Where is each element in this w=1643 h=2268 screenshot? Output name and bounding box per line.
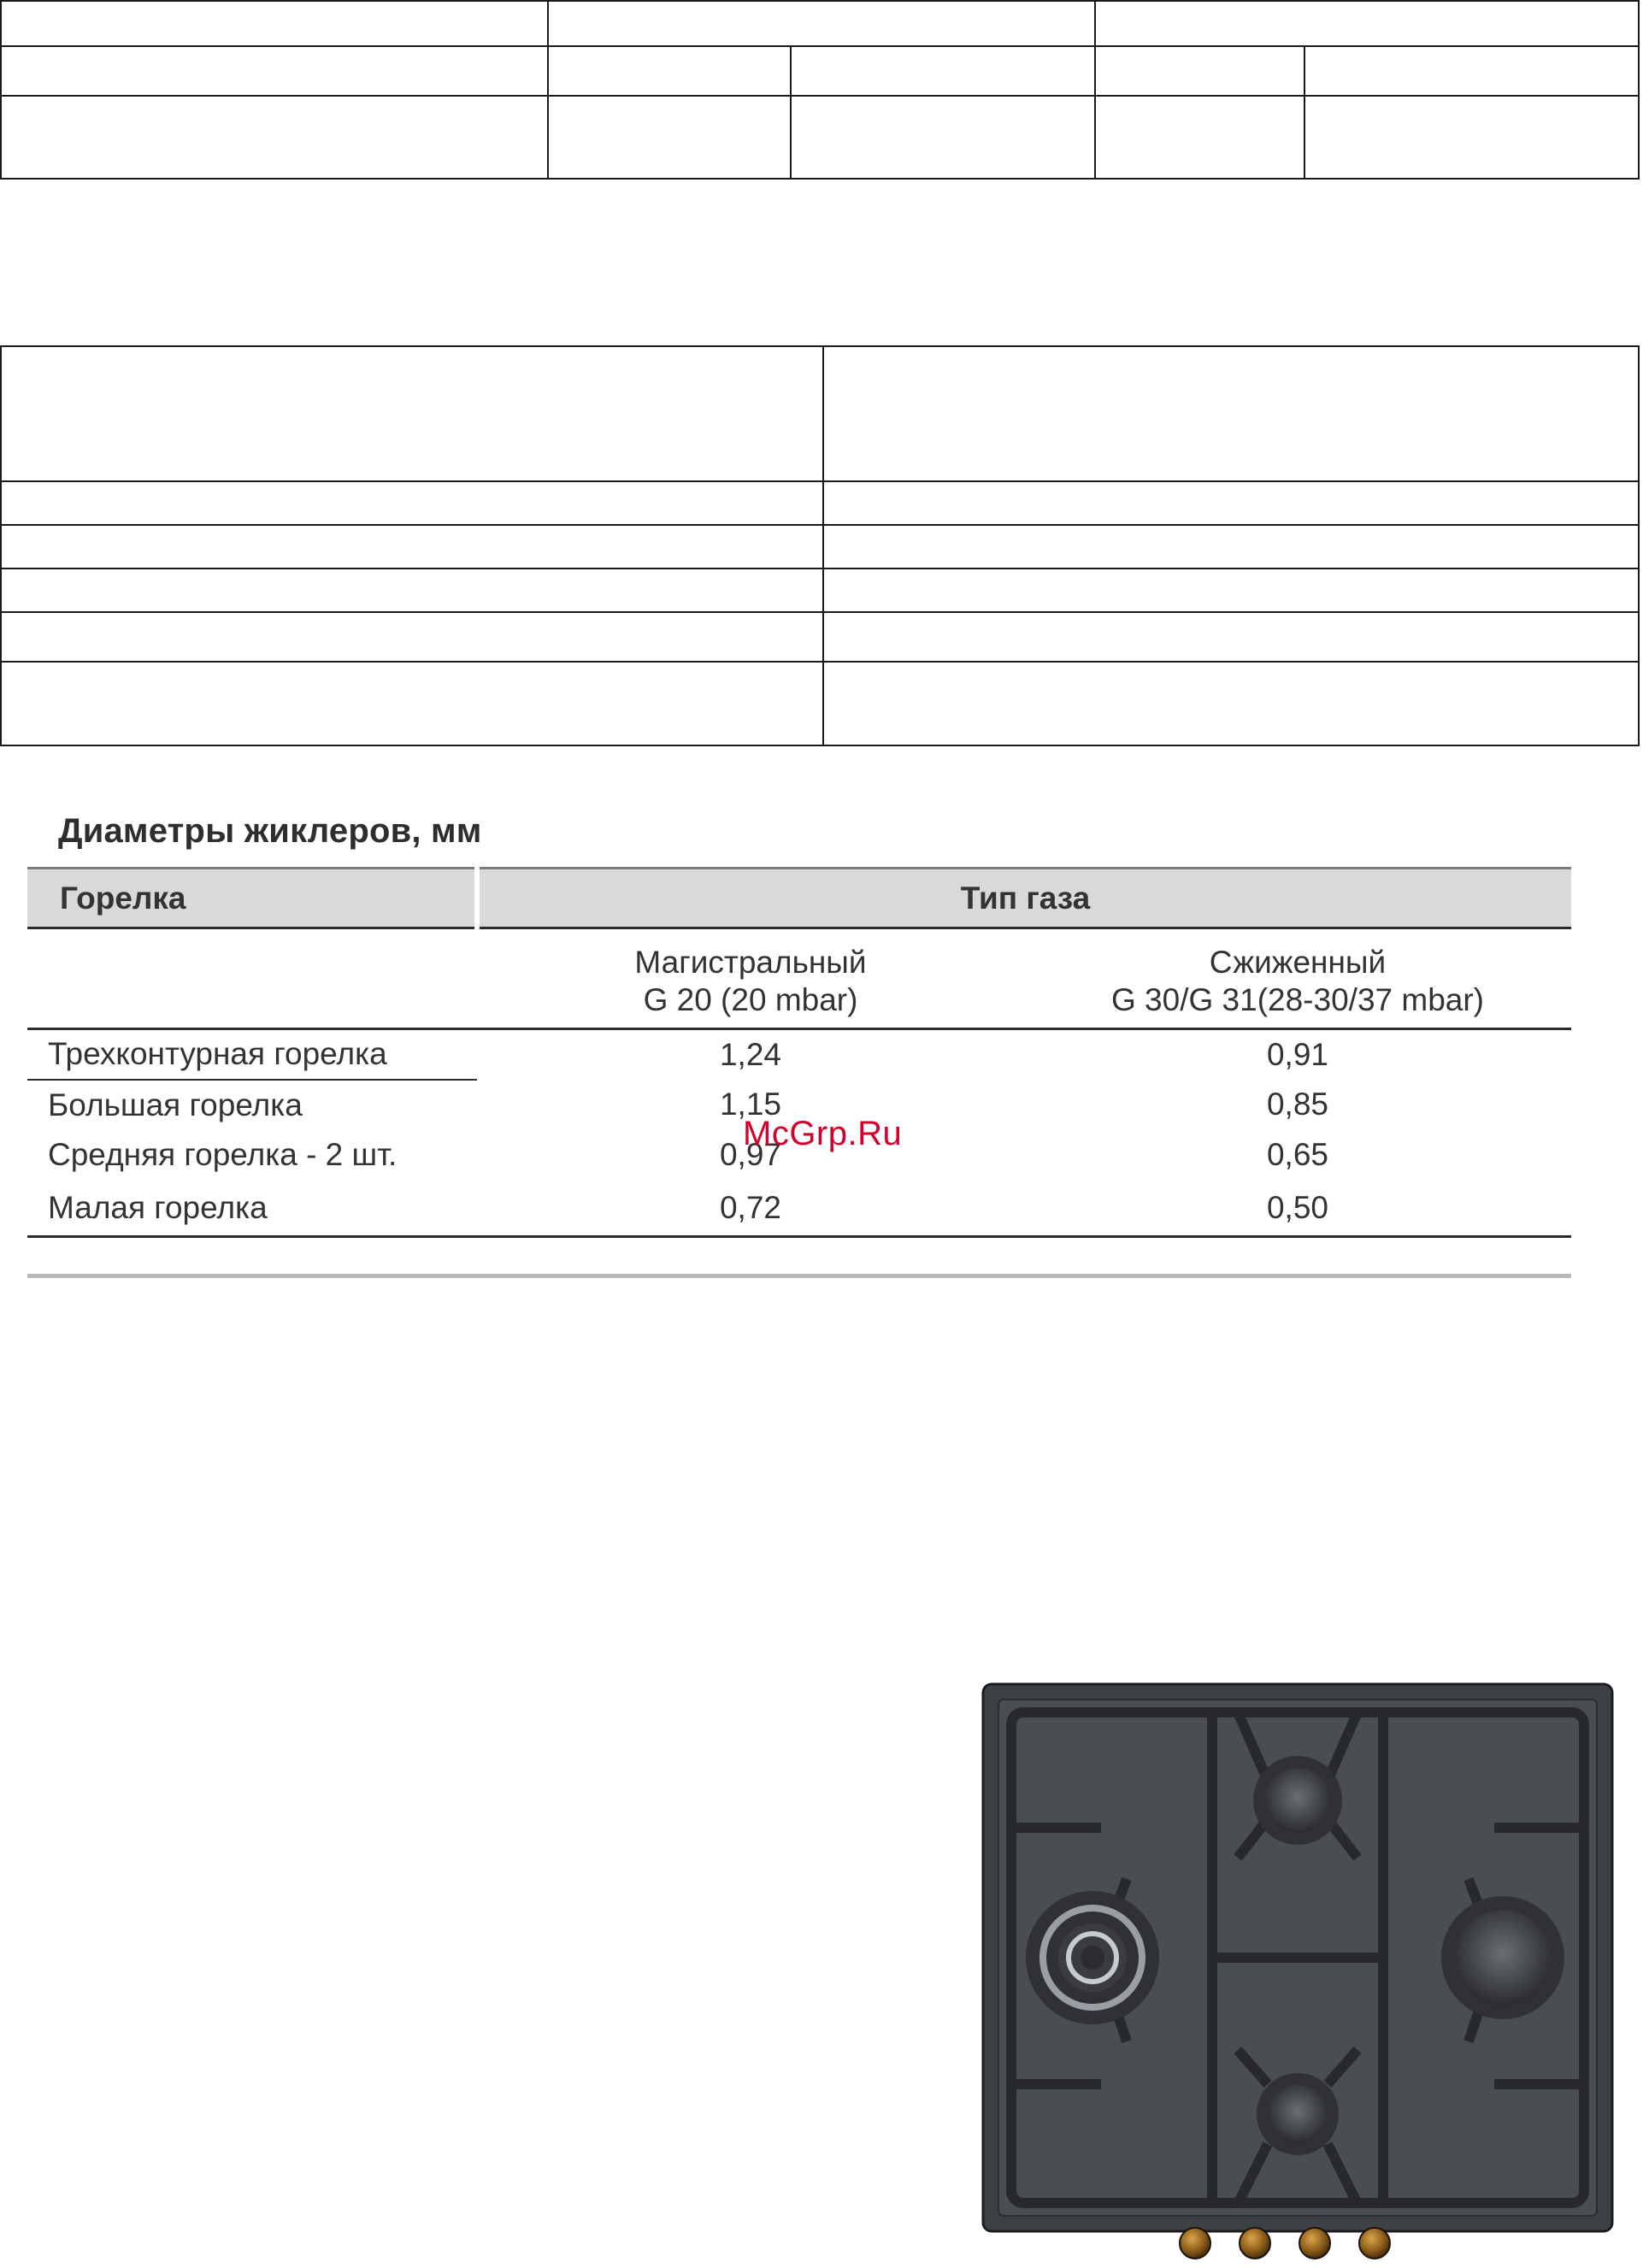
section-divider (27, 1274, 1571, 1278)
top-empty-table (0, 0, 1640, 180)
table-cell (791, 96, 1095, 179)
table-cell (548, 1, 1095, 46)
table-cell (1304, 96, 1639, 179)
table-cell (1, 46, 548, 96)
table-cell (791, 46, 1095, 96)
medium-burner-bottom (1257, 2073, 1339, 2155)
burner-name: Средняя горелка - 2 шт. (48, 1137, 398, 1172)
table-cell (823, 481, 1639, 525)
natural-gas-value: 1,24 (719, 1036, 781, 1072)
jet-diameters-table (27, 867, 1571, 1238)
triple-ring-burner (1026, 1891, 1159, 2024)
table-cell (823, 662, 1639, 745)
table-cell (1304, 46, 1639, 96)
empty-cell (27, 928, 477, 1029)
table-cell (1, 346, 823, 481)
knob (1240, 2228, 1270, 2259)
table-cell (1, 96, 548, 179)
liquefied-gas-value: 0,50 (1024, 1181, 1571, 1237)
table-cell (1, 568, 823, 612)
burner-name: Большая горелка (48, 1087, 303, 1122)
table-cell (1, 612, 823, 662)
liquefied-gas-pressure: G 30/G 31(28-30/37 mbar) (1111, 981, 1484, 1017)
watermark: McGrp.Ru (743, 1115, 903, 1152)
table-cell (1, 662, 823, 745)
gas-subheader-row (27, 928, 1571, 1029)
specs-empty-table (0, 345, 1640, 746)
table-cell (1, 1, 548, 46)
natural-gas-header (477, 928, 1024, 1029)
natural-gas-value: 1,15 (719, 1087, 781, 1122)
natural-gas-value: 0,72 (477, 1181, 1024, 1237)
natural-gas-name: Магистральный (634, 944, 867, 980)
burner-name: Малая горелка (27, 1181, 477, 1237)
burner-name: Трехконтурная горелка (27, 1029, 477, 1080)
table-cell (1, 481, 823, 525)
table-cell (548, 96, 791, 179)
natural-gas-value: 0,97 (719, 1137, 781, 1172)
table-cell (1095, 96, 1304, 179)
small-burner-top (1253, 1756, 1342, 1845)
table-cell (1095, 46, 1304, 96)
knob (1299, 2228, 1330, 2259)
table-row (27, 1181, 1571, 1237)
knob (1180, 2228, 1210, 2259)
jet-diameters-title: Диаметры жиклеров, мм (58, 812, 482, 850)
table-cell (823, 346, 1639, 481)
liquefied-gas-value: 0,65 (1266, 1137, 1328, 1172)
liquefied-gas-value: 0,91 (1266, 1036, 1328, 1072)
table-cell (823, 525, 1639, 568)
large-burner (1441, 1896, 1564, 2019)
natural-gas-pressure: G 20 (20 mbar) (643, 981, 858, 1017)
gas-type-column-header: Тип газа (477, 869, 1571, 928)
table-header-row (27, 869, 1571, 928)
table-cell (1095, 1, 1639, 46)
table-cell (823, 568, 1639, 612)
table-cell (823, 612, 1639, 662)
liquefied-gas-header (1024, 928, 1571, 1029)
gas-hob-image (981, 1682, 1614, 2262)
table-row (27, 1029, 1571, 1080)
knob (1359, 2228, 1390, 2259)
liquefied-gas-name: Сжиженный (1209, 944, 1387, 980)
table-cell (548, 46, 791, 96)
table-cell (1, 525, 823, 568)
liquefied-gas-value: 0,85 (1266, 1087, 1328, 1122)
burner-column-header: Горелка (27, 869, 477, 928)
